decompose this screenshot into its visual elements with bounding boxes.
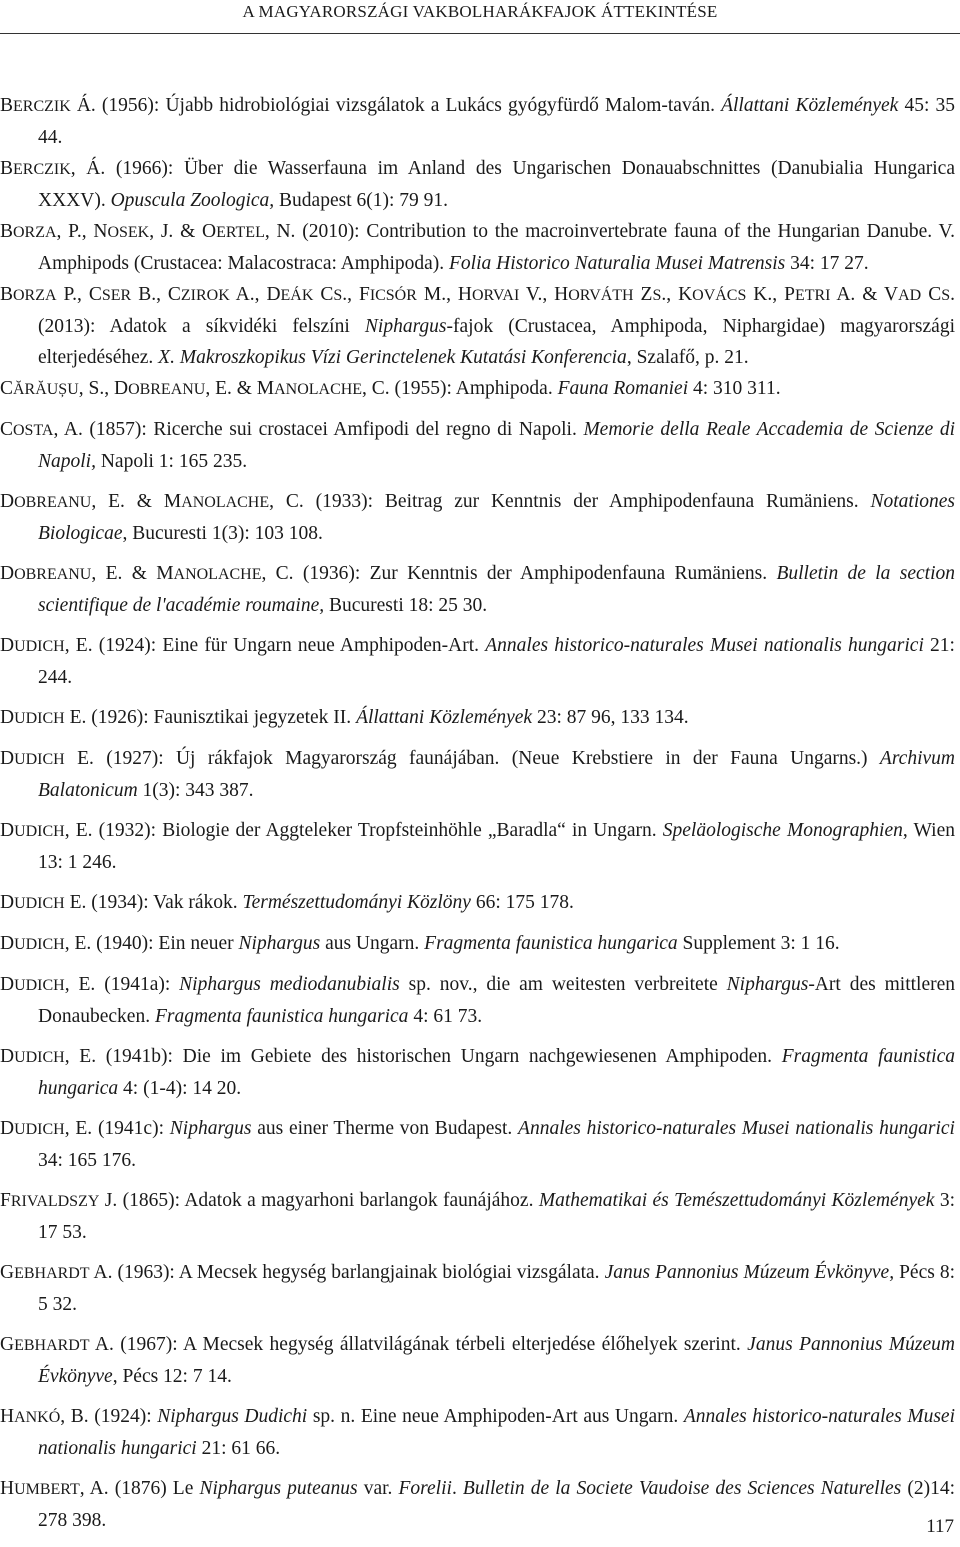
reference-author-smallcaps: UDICH (14, 823, 65, 840)
reference-author-smallcaps: ERCZIK (13, 98, 71, 115)
reference-text: . (451, 1478, 463, 1499)
reference-text: E. (1926): Faunisztikai jegyzetek II. (64, 707, 357, 728)
reference-author-smallcaps: ANOLACHE (173, 566, 262, 583)
reference-author-smallcaps: SER (101, 287, 132, 304)
reference-author-smallcaps: S (941, 287, 951, 304)
reference-entry (0, 1113, 955, 1176)
reference-text: Bucuresti 18: 25 30. (324, 595, 488, 616)
reference-italic-text: Niphargus (169, 1118, 252, 1139)
reference-text: 23: 87 96, 133 134. (532, 707, 689, 728)
reference-text: , E. (1941a): (64, 974, 180, 995)
reference-author-smallcaps: UMBERT (14, 1481, 80, 1498)
reference-author-smallcaps: ICSÓR (369, 287, 417, 304)
reference-author-smallcaps: ZIROK (180, 287, 230, 304)
reference-italic-text: Archivum Balatonicum (38, 748, 955, 801)
reference-text: var. (357, 1478, 399, 1499)
reference-italic-text: Speläologische Monographien (662, 820, 903, 841)
reference-text: E. (1934): Vak rákok. (64, 892, 243, 913)
reference-text: , Á. (1966): Über die Wasserfauna im Anland des Ungarischen Donauabschnittes (Danubialia Hungarica XXXV). (38, 158, 955, 211)
reference-entry (0, 887, 955, 919)
reference-text: C (0, 378, 14, 399)
reference-entry (0, 1401, 955, 1464)
reference-text: 21: 61 66. (196, 1438, 281, 1459)
reference-text: , Bucuresti 1(3): 103 108. (122, 523, 323, 544)
reference-entry (0, 743, 955, 806)
reference-author-smallcaps: EBHARDT (14, 1265, 90, 1282)
reference-entry (0, 1473, 955, 1536)
header-divider (0, 33, 960, 34)
reference-italic-text: Bulletin de la section scientifique de l'académie roumaine, (38, 563, 956, 616)
reference-entry (0, 1257, 955, 1320)
reference-italic-text: Niphargus (364, 316, 447, 337)
reference-author-smallcaps: ĂRĂUȘU (13, 381, 79, 398)
reference-text: , E. (1941b): Die im Gebiete des historischen Ungarn nachgewiesenen Amphipoden. (64, 1046, 782, 1067)
reference-author-smallcaps: UDICH (14, 1049, 65, 1066)
reference-text: Napoli 1: 165 235. (95, 451, 248, 472)
reference-author-smallcaps: UDICH (14, 1121, 65, 1138)
reference-text: M., H (416, 284, 472, 305)
reference-text: D (0, 974, 15, 995)
reference-text: 4: (1-4): 14 20. (118, 1078, 242, 1099)
reference-italic-text: Folia Historico Naturalia Musei Matrensis (449, 253, 786, 274)
reference-italic-text: Memorie della Reale Accademia de Scienze di Napoli, (38, 419, 955, 472)
reference-text: sp. nov., die am weitesten verbreitete (399, 974, 727, 995)
reference-text: C (0, 419, 14, 440)
reference-text: A. (1963): A Mecsek hegység barlangjainak biológiai vizsgálata. (89, 1262, 605, 1283)
reference-italic-text: Állattani Közlemények (356, 707, 533, 728)
reference-text: 21: 244. (38, 635, 955, 688)
reference-text: Budapest 6(1): 79 91. (274, 190, 449, 211)
reference-author-smallcaps: EBHARDT (14, 1337, 90, 1354)
reference-italic-text: Janus Pannonius Múzeum Évkönyve (38, 1334, 955, 1387)
reference-text: , A. (1857): Ricerche sui crostacei Amfipodi del regno di Napoli. (53, 419, 584, 440)
reference-entry (0, 1185, 955, 1248)
reference-entry (0, 486, 955, 549)
reference-text: B (0, 284, 14, 305)
reference-text: , J. & O (149, 221, 217, 242)
reference-italic-text: Fragmenta faunistica hungarica (154, 1006, 409, 1027)
reference-text: 3: 17 53. (38, 1190, 955, 1243)
reference-author-smallcaps: ERCZIK (13, 161, 71, 178)
reference-author-smallcaps: UDICH (14, 710, 65, 727)
reference-text: , E. & M (205, 378, 275, 399)
reference-author-smallcaps: UDICH (14, 895, 65, 912)
reference-text: Supplement 3: 1 16. (677, 933, 840, 954)
reference-text: D (0, 491, 15, 512)
reference-text: , E. & M (91, 563, 174, 584)
reference-author-smallcaps: OSEK (107, 224, 150, 241)
reference-text: B (0, 95, 14, 116)
reference-text: Pécs 8: 5 32. (38, 1262, 955, 1315)
reference-text: B (0, 158, 14, 179)
reference-italic-text: Annales historico-naturales Musei nationalis hungarici (485, 635, 924, 656)
reference-text: D (0, 820, 15, 841)
reference-text: A. & V (830, 284, 899, 305)
reference-italic-text: Fragmenta faunistica hungarica (38, 1046, 955, 1099)
reference-text: , E. (1940): Ein neuer (64, 933, 239, 954)
reference-text: D (0, 1046, 15, 1067)
reference-text: , E. (1924): Eine für Ungarn neue Amphipoden-Art. (64, 635, 486, 656)
reference-text: , A. (1876) Le (79, 1478, 200, 1499)
reference-author-smallcaps: OBREANU (14, 566, 92, 583)
reference-italic-text: Forelii (398, 1478, 452, 1499)
reference-italic-text: Fragmenta faunistica hungarica (424, 933, 678, 954)
reference-author-smallcaps: ANKÓ (14, 1409, 61, 1426)
reference-author-smallcaps: UDICH (14, 936, 65, 953)
reference-text: ., K (661, 284, 693, 305)
reference-text: H (0, 1478, 15, 1499)
reference-author-smallcaps: ORZA (13, 224, 57, 241)
reference-author-smallcaps: ORVAI (472, 287, 520, 304)
reference-italic-text: Niphargus (238, 933, 321, 954)
reference-author-smallcaps: RIVALDSZY (10, 1193, 100, 1210)
reference-text: Z (633, 284, 653, 305)
reference-text: , E. & M (91, 491, 182, 512)
reference-text: C (921, 284, 942, 305)
reference-entry (0, 1041, 955, 1104)
reference-author-smallcaps: UDICH (14, 751, 65, 768)
reference-list (0, 90, 955, 1545)
reference-author-smallcaps: OSTA (13, 422, 54, 439)
reference-text: P., C (56, 284, 102, 305)
reference-text: E. (1927): Új rákfajok Magyarország faunájában. (Neue Krebstiere in der Fauna Ungarns.) (64, 748, 880, 769)
reference-italic-text: Niphargus puteanus (199, 1478, 358, 1499)
reference-author-smallcaps: ERTEL (216, 224, 265, 241)
reference-author-smallcaps: OVÁCS (692, 287, 747, 304)
reference-text: D (0, 1118, 15, 1139)
reference-text: , Szalafő, p. 21. (626, 347, 749, 368)
reference-text: , S., D (78, 378, 129, 399)
reference-italic-text: Niphargus Dudichi (157, 1406, 308, 1427)
reference-entry (0, 216, 955, 279)
reference-text: Á. (1956): Újabb hidrobiológiai vizsgálatok a Lukács gyógyfürdő Malom-taván. (70, 95, 722, 116)
reference-text: G (0, 1262, 15, 1283)
reference-entry (0, 153, 955, 216)
reference-text: . (2013): Adatok a síkvidéki felszíni (38, 284, 955, 337)
reference-author-smallcaps: UDICH (14, 638, 65, 655)
reference-italic-text: Notationes Biologicae (38, 491, 956, 544)
reference-author-smallcaps: AD (898, 287, 922, 304)
reference-author-smallcaps: EÁK (280, 287, 314, 304)
reference-author-smallcaps: S (652, 287, 662, 304)
reference-text: , C. (1933): Beitrag zur Kenntnis der Amphipodenfauna Rumäniens. (269, 491, 871, 512)
reference-entry (0, 1329, 955, 1392)
reference-text: 4: 61 73. (408, 1006, 483, 1027)
reference-text: D (0, 707, 15, 728)
reference-text: , B. (1924): (60, 1406, 158, 1427)
reference-entry (0, 90, 955, 153)
reference-author-smallcaps: UDICH (14, 977, 65, 994)
reference-text: ., F (342, 284, 370, 305)
reference-text: B (0, 221, 14, 242)
reference-text: A. (1967): A Mecsek hegység állatvilágának térbeli elterjedése élőhelyek szerint. (89, 1334, 748, 1355)
reference-text: , C. (1955): Amphipoda. (362, 378, 558, 399)
reference-italic-text: X. Makroszkopikus Vízi Gerinctelenek Kutatási Konferencia (158, 347, 627, 368)
reference-text: 34: 17 27. (785, 253, 869, 274)
reference-italic-text: Niphargus mediodanubialis (179, 974, 400, 995)
reference-italic-text: Természettudományi Közlöny (242, 892, 471, 913)
reference-author-smallcaps: ANOLACHE (274, 381, 363, 398)
running-header: A MAGYARORSZÁGI VAKBOLHARÁKFAJOK ÁTTEKINTÉSE (242, 2, 718, 21)
reference-text: sp. n. Eine neue Amphipoden-Art aus Ungarn. (307, 1406, 684, 1427)
reference-italic-text: Opuscula Zoologica, (110, 190, 275, 211)
reference-text: J. (1865): Adatok a magyarhoni barlangok faunájához. (99, 1190, 539, 1211)
reference-author-smallcaps: S (333, 287, 343, 304)
reference-entry (0, 630, 955, 693)
reference-italic-text: Annales historico-naturales Musei nationalis hungarici (518, 1118, 955, 1139)
reference-text: , Wien 13: 1 246. (38, 820, 955, 873)
reference-italic-text: Niphargus (726, 974, 809, 995)
reference-text: (2)14: 278 398. (38, 1478, 956, 1531)
reference-text: D (0, 748, 15, 769)
reference-text: , C. (1936): Zur Kenntnis der Amphipodenfauna Rumäniens. (261, 563, 777, 584)
reference-author-smallcaps: OBREANU (128, 381, 206, 398)
reference-author-smallcaps: ETRI (794, 287, 831, 304)
reference-entry (0, 815, 955, 878)
reference-entry (0, 702, 955, 734)
reference-text: 45: 35 44. (38, 95, 955, 148)
reference-text: , E. (1932): Biologie der Aggteleker Tropfsteinhöhle „Baradla“ in Ungarn. (64, 820, 663, 841)
reference-text: 4: 310 311. (688, 378, 781, 399)
reference-text: K., P (746, 284, 795, 305)
reference-italic-text: Mathematikai és Temészettudományi Közlemények (538, 1190, 935, 1211)
reference-text: D (0, 563, 15, 584)
reference-entry (0, 558, 955, 621)
reference-text: V., H (519, 284, 569, 305)
reference-italic-text: Fauna Romaniei (557, 378, 689, 399)
reference-author-smallcaps: ANOLACHE (181, 494, 270, 511)
reference-text: aus Ungarn. (320, 933, 425, 954)
reference-author-smallcaps: ORVÁTH (568, 287, 634, 304)
reference-entry (0, 373, 955, 405)
reference-text: , Pécs 12: 7 14. (112, 1366, 232, 1387)
reference-text: H (0, 1406, 15, 1427)
reference-text: aus einer Therme von Budapest. (251, 1118, 519, 1139)
reference-text: D (0, 933, 15, 954)
reference-text: -fajok (Crustacea, Amphipoda, Niphargidae) magyarországi elterjedéséhez. (38, 316, 955, 368)
reference-text: 1(3): 343 387. (137, 780, 254, 801)
reference-italic-text: Állattani Közlemények (721, 95, 899, 116)
reference-text: 34: 165 176. (38, 1150, 137, 1171)
reference-text: , E. (1941c): (64, 1118, 170, 1139)
reference-author-smallcaps: OBREANU (14, 494, 92, 511)
reference-text: -Art des mittleren Donaubecken. (38, 974, 956, 1027)
reference-text: C (313, 284, 334, 305)
reference-text: , P., N (56, 221, 108, 242)
reference-italic-text: Bulletin de la Societe Vaudoise des Sciences Naturelles (462, 1478, 902, 1499)
reference-entry (0, 279, 955, 373)
page-number: 117 (926, 1516, 954, 1537)
reference-author-smallcaps: ORZA (13, 287, 57, 304)
reference-text: B., C (131, 284, 181, 305)
reference-italic-text: Annales historico-naturales Musei nationalis hungarici (38, 1406, 955, 1459)
reference-text: D (0, 892, 15, 913)
reference-text: G (0, 1334, 15, 1355)
reference-entry (0, 414, 955, 477)
reference-text: 66: 175 178. (470, 892, 574, 913)
reference-italic-text: Janus Pannonius Múzeum Évkönyve, (604, 1262, 895, 1283)
reference-entry (0, 928, 955, 960)
reference-text: D (0, 635, 15, 656)
reference-entry (0, 969, 955, 1032)
reference-text: F (0, 1190, 11, 1211)
reference-text: A., D (229, 284, 281, 305)
reference-text: , N. (2010): Contribution to the macroinvertebrate fauna of the Hungarian Danube. V. Amphipods (Crustacea: Malacostraca: Amphipoda). (38, 221, 955, 274)
